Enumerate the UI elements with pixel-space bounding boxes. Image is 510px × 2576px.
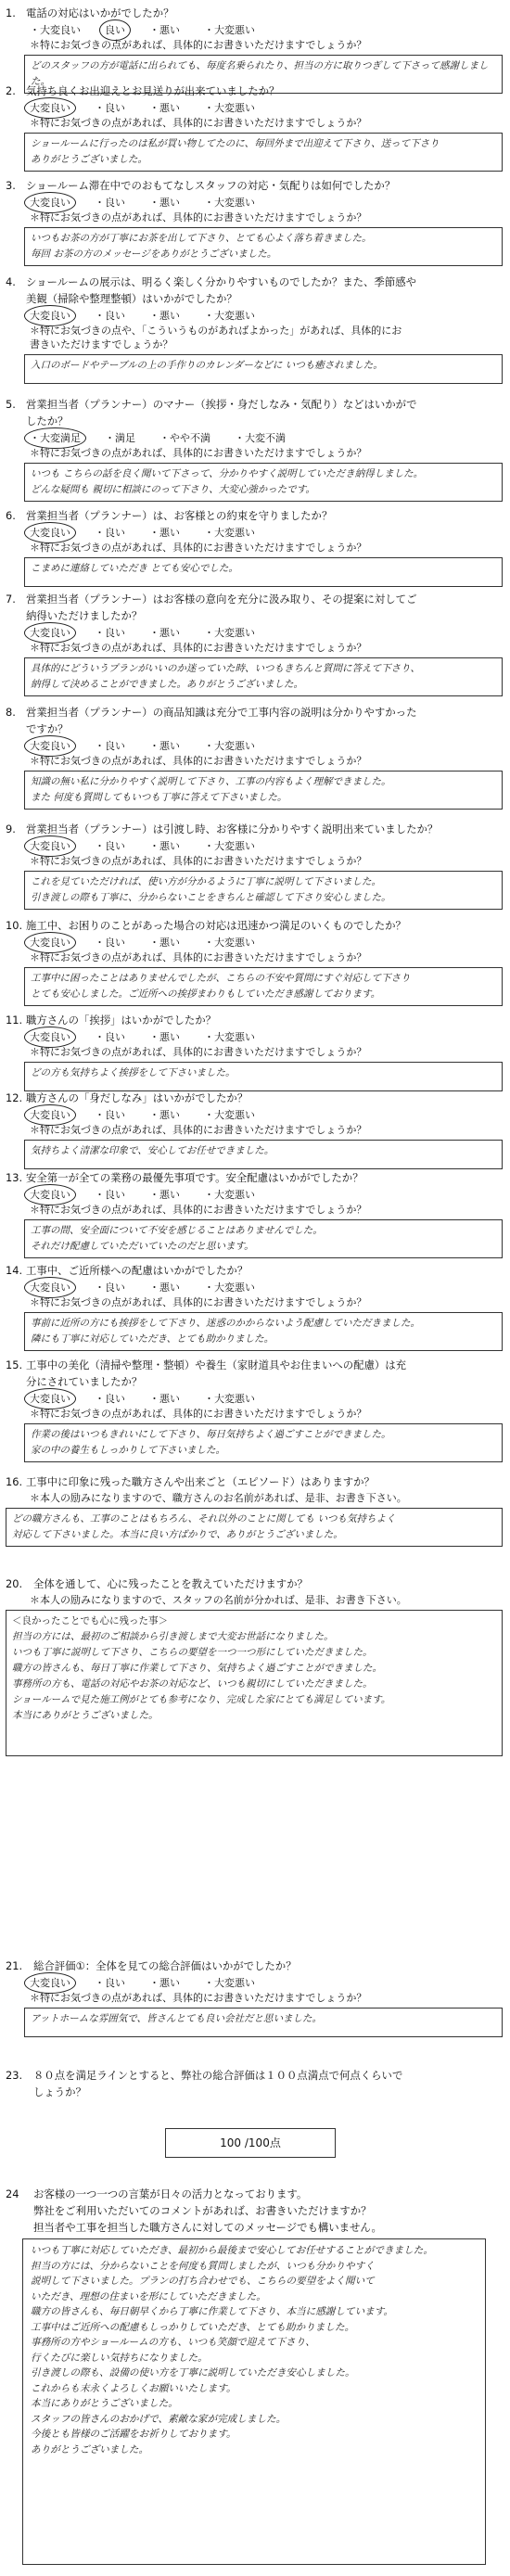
rating-options: [6, 1391, 503, 1407]
option-very-good-selected[interactable]: 大変良い: [30, 1031, 70, 1043]
option-good[interactable]: ・良い: [95, 740, 125, 752]
rating-options: [6, 1029, 503, 1045]
option-very-bad[interactable]: ・大変悪い: [204, 1393, 255, 1405]
handwritten-answer: 工事中はご近所への配慮もしっかりしていただき、とても助かりました。: [31, 2321, 355, 2333]
question-3: 3. ショールーム滞在中でのおもてなしスタッフの対応・気配りは如何でしたか？ 大変良い ・良い ・悪い ・大変悪い ＊特にお気づきの点があれば、具体的にお書きいただけますでしょうか？ いつもお茶の方が丁寧にお茶を出して下さり、とても心よく落ち着きました。 毎回 お茶の方のメッセージをありがとうございました。: [6, 178, 503, 266]
handwritten-answer: 行くたびに楽しい気持ちになりました。: [31, 2352, 208, 2364]
handwritten-answer: とても安心しました。ご近所への挨拶まわりもしていただき感謝しております。: [31, 988, 381, 1000]
handwritten-answer: ショールームに行ったのは私が買い物してたのに、毎回外まで出迎えて下さり、送って下さり: [31, 138, 440, 149]
handwritten-answer: ありがとうございました。: [31, 2443, 149, 2455]
handwritten-answer: 気持ちよく清潔な印象で、安心してお任せできました。: [31, 1145, 274, 1156]
option-very-bad[interactable]: ・大変悪い: [204, 627, 255, 639]
question-text: 営業担当者（プランナー）はお客様の意向を充分に汲み取り、その提案に対してご: [26, 593, 417, 606]
handwritten-answer: いつも丁寧に説明して下さり、こちらの要望を一つ一つ形にしていただきました。: [12, 1647, 373, 1658]
rating-options: [6, 838, 503, 854]
question-text: ショールーム滞在中でのおもてなしスタッフの対応・気配りは如何でしたか？: [26, 179, 396, 192]
comment-box: [24, 771, 503, 810]
handwritten-answer: アットホームな雰囲気で、皆さんとても良い会社だと思いました。: [31, 2013, 323, 2024]
option-good[interactable]: ・良い: [95, 1031, 125, 1043]
question-text: 営業担当者（プランナー）は、お客様との約束を守りましたか？: [26, 509, 333, 522]
handwritten-answer: ショールームで見た施工例がとても参考になり、完成した家にとても満足しています。: [12, 1694, 391, 1705]
option-good[interactable]: ・良い: [95, 1189, 125, 1201]
question-20: 20. 全体を通して、心に残ったことを教えていただけますか？ ＊本人の励みになりますので、スタッフの名前が分かれば、是非、お書き下さい。 ＜良かったことでも心に残った事＞ 担当の方には、最初のご相談から引き渡しまで大変お世話になりました。 いつも丁寧に説明して下さり、こちらの要望を一つ一つ形にしていただきました。 職方の皆さんも、毎日丁寧に作業して下さり、気持ちよく過ごすことができました。 事務所の方も、電話の対応やお茶の対応など、いつも親切にしていただきました。 ショールームで見た施工例がとても参考になり、完成した家にとても満足しています。 本当にありがとうございました。: [6, 1576, 503, 1756]
handwritten-answer: いつも こちらの話を良く聞いて下さって、分かりやすく説明していただき納得しました。: [31, 468, 424, 479]
question-text: ８０点を満足ラインとすると、弊社の総合評価は１００点満点で何点くらいで: [33, 2069, 403, 2082]
question-text: 工事中の美化（清掃や整理・整頓）や養生（家財道具やお住まいへの配慮）は充: [26, 1358, 407, 1371]
option-very-good-selected[interactable]: 大変良い: [30, 740, 70, 752]
question-23: 23. ８０点を満足ラインとすると、弊社の総合評価は１００点満点で何点くらいで しょうか？: [6, 2069, 403, 2098]
comment-box: [24, 1140, 503, 1169]
option-bad[interactable]: ・悪い: [149, 740, 180, 752]
handwritten-answer: 対応して下さいました。本当に良い方ばかりで、ありがとうございました。: [12, 1529, 343, 1540]
option-good[interactable]: ・良い: [95, 197, 125, 209]
option-very-bad[interactable]: ・大変悪い: [204, 740, 255, 752]
question-text: 全体を通して、心に残ったことを教えていただけますか？: [33, 1577, 308, 1590]
question-8: 8. 営業担当者（プランナー）の商品知識は充分で工事内容の説明は分かりやすかった ですか？ 大変良い ・良い ・悪い ・大変悪い ＊特にお気づきの点があれば、具体的にお書きいただけますでしょうか？ 知識の無い私に分かりやすく説明して下さり、工事の内容もよく理解できました。 また 何度も質問してもいつも丁寧に答えて下さいました。: [6, 705, 503, 810]
handwritten-answer: スタッフの皆さんのおかげで、素敵な家が完成しました。: [31, 2413, 287, 2425]
question-14: 14. 工事中、ご近所様への配慮はいかがでしたか？ 大変良い ・良い ・悪い ・大変悪い ＊特にお気づきの点があれば、具体的にお書きいただけますでしょうか？ 事前に近所の方にも挨拶をして下さり、迷惑のかからないよう配慮していただきました。 隣にも丁寧に対応していただき、とても助かりました。: [6, 1263, 503, 1351]
question-text: 工事中に印象に残った職方さんや出来ごと（エピソード）はありますか？: [26, 1475, 375, 1488]
question-24: 24 お客様の一つ一つの言葉が日々の活力となっております。 弊社をご利用いただいてのコメントがあれば、お書きいただけますか？ 担当者や工事を担当した職方さんに対してのメッセージでも構いません。: [6, 2187, 382, 2234]
option-bad[interactable]: ・悪い: [149, 102, 180, 114]
option-very-bad[interactable]: ・大変悪い: [204, 197, 255, 209]
question-4: 4. ショールームの展示は、明るく楽しく分かりやすいものでしたか？また、季節感や 美観（掃除や整理整頓）はいかがでしたか？ 大変良い ・良い ・悪い ・大変悪い ＊特にお気づきの点や、「こういうものがあればよかった」があれば、具体的にお 書きいただけますでしょうか？ 入口のボードやテーブルの上の手作りのカレンダーなどに いつも癒されました。: [6, 274, 503, 384]
handwritten-answer: 事務所の方も、電話の対応やお茶の対応など、いつも親切にしていただきました。: [12, 1678, 373, 1690]
comment-box: [6, 1610, 503, 1756]
option-very-good-selected[interactable]: 大変良い: [30, 627, 70, 639]
comment-box: [24, 1312, 503, 1351]
handwritten-answer: 担当の方には、最初のご相談から引き渡しまで大変お世話になりました。: [12, 1631, 334, 1642]
option-bad[interactable]: ・悪い: [149, 1393, 180, 1405]
question-11: 11. 職方さんの「挨拶」はいかがでしたか？ 大変良い ・良い ・悪い ・大変悪い ＊特にお気づきの点があれば、具体的にお書きいただけますでしょうか？ どの方も気持ちよく挨拶をして下さいました。: [6, 1013, 503, 1091]
option-very-bad[interactable]: ・大変悪い: [204, 840, 255, 852]
handwritten-answer: ありがとうございました。: [31, 154, 147, 165]
option-bad[interactable]: ・悪い: [149, 310, 180, 322]
rating-options: [6, 935, 503, 950]
rating-options: [6, 1187, 503, 1203]
option-satisfied[interactable]: ・満足: [105, 432, 135, 444]
question-9: 9. 営業担当者（プランナー）は引渡し時、お客様に分かりやすく説明出来ていましたか？ 大変良い ・良い ・悪い ・大変悪い ＊特にお気づきの点があれば、具体的にお書きいただけますでしょうか？ これを見ていただければ、使い方が分かるように丁寧に説明して下さいました。 引き渡しの際も丁寧に、分からないことをきちんと確認して下さり安心しました。: [6, 822, 503, 910]
option-good[interactable]: ・良い: [95, 937, 125, 949]
comment-prompt: ＊特にお気づきの点があれば、具体的にお書きいただけますでしょうか？: [30, 951, 367, 963]
option-bad[interactable]: ・悪い: [149, 527, 180, 539]
comment-prompt: ＊特にお気づきの点があれば、具体的にお書きいただけますでしょうか？: [30, 1992, 367, 2004]
option-bad[interactable]: ・悪い: [149, 1977, 180, 1989]
question-text: 工事中、ご近所様への配慮はいかがでしたか？: [26, 1264, 249, 1277]
option-good[interactable]: ・良い: [95, 102, 125, 114]
question-10: 10. 施工中、お困りのことがあった場合の対応は迅速かつ満足のいくものでしたか？ 大変良い ・良い ・悪い ・大変悪い ＊特にお気づきの点があれば、具体的にお書きいただけますでしょうか？ 工事中に困ったことはありませんでしたが、こちらの不安や質問にすぐ対応して下さり とても安心しました。ご近所への挨拶まわりもしていただき感謝しております。: [6, 918, 503, 1006]
option-very-bad[interactable]: ・大変悪い: [204, 1977, 255, 1989]
handwritten-answer: どの方も気持ちよく挨拶をして下さいました。: [31, 1067, 236, 1078]
handwritten-answer: 家の中の養生もしっかりして下さいました。: [31, 1445, 225, 1456]
option-good[interactable]: ・良い: [95, 527, 125, 539]
handwritten-answer: 本当にありがとうございました。: [31, 2398, 178, 2409]
question-text: 営業担当者（プランナー）のマナー（挨拶・身だしなみ・気配り）などはいかがで: [26, 398, 417, 411]
comment-prompt: ＊特にお気づきの点があれば、具体的にお書きいただけますでしょうか？: [30, 1124, 367, 1136]
question-13: 13. 安全第一が全ての業務の最優先事項です。安全配慮はいかがでしたか？ 大変良い ・良い ・悪い ・大変悪い ＊特にお気づきの点があれば、具体的にお書きいただけますでしょうか？ 工事の間、安全面について不安を感じることはありませんでした。 それだけ配慮していただいていたのだと思います。: [6, 1170, 503, 1258]
option-very-good-selected[interactable]: 大変良い: [30, 1189, 70, 1201]
comment-prompt: ＊特にお気づきの点があれば、具体的にお書きいただけますでしょうか？: [30, 855, 367, 867]
handwritten-answer: いつもお茶の方が丁寧にお茶を出して下さり、とても心よく落ち着きました。: [31, 233, 372, 244]
comment-box: [6, 1508, 503, 1547]
handwritten-answer: 具体的にどういうプランがいいのか迷っていた時、いつもきちんと質問に答えて下さり、: [31, 663, 420, 674]
comment-prompt: ＊特にお気づきの点があれば、具体的にお書きいただけますでしょうか？: [30, 1204, 367, 1216]
comment-prompt: ＊特にお気づきの点があれば、具体的にお書きいただけますでしょうか？: [30, 1408, 367, 1420]
comment-box: [24, 2008, 503, 2037]
rating-options: [6, 1107, 503, 1123]
handwritten-answer: 説明して下さいました。プランの打ち合わせでも、こちらの要望をよく聞いて: [31, 2276, 375, 2287]
comment-box: [24, 227, 503, 266]
option-very-good-selected[interactable]: 大変良い: [30, 1282, 70, 1294]
rating-options: [6, 525, 503, 541]
option-bad[interactable]: ・悪い: [149, 627, 180, 639]
option-very-bad[interactable]: ・大変悪い: [204, 24, 255, 36]
question-6: 6. 営業担当者（プランナー）は、お客様との約束を守りましたか？ 大変良い ・良い ・悪い ・大変悪い ＊特にお気づきの点があれば、具体的にお書きいただけますでしょうか？ こまめに連絡していただき とても安心でした。: [6, 508, 503, 587]
handwritten-answer: 事前に近所の方にも挨拶をして下さり、迷惑のかからないよう配慮していただきました。: [31, 1318, 420, 1329]
handwritten-answer: これを見ていただければ、使い方が分かるように丁寧に説明して下さいました。: [31, 876, 381, 887]
option-very-good-selected[interactable]: 大変良い: [30, 102, 70, 114]
comment-box: [24, 967, 503, 1006]
rating-options: [6, 1975, 503, 1991]
rating-options: [6, 430, 503, 446]
option-very-dissatisfied[interactable]: ・大変不満: [235, 432, 286, 444]
rating-options: [6, 625, 503, 641]
question-2: 2. 気持ち良くお出迎えとお見送りが出来ていましたか？ 大変良い ・良い ・悪い ・大変悪い ＊特にお気づきの点があれば、具体的にお書きいただけますでしょうか？ ショールームに行ったのは私が買い物してたのに、毎回外まで出迎えて下さり、送って下さり ありがとうございました。: [6, 83, 503, 172]
comment-box: [24, 1219, 503, 1258]
handwritten-answer: いただき、理想の住まいを形にしていただきました。: [31, 2290, 266, 2302]
question-16: 16. 工事中に印象に残った職方さんや出来ごと（エピソード）はありますか？ ＊本人の励みになりますので、職方さんのお名前があれば、是非、お書き下さい。 どの職方さんも、工事のことはもちろん、それ以外のことに関しても いつも気持ちよく 対応して下さいました。本当に良い方ばかりで、ありがとうございました。: [6, 1474, 503, 1547]
comment-box: [24, 657, 503, 696]
option-good[interactable]: ・良い: [95, 1977, 125, 1989]
option-good[interactable]: ・良い: [95, 1109, 125, 1121]
handwritten-answer: 今後とも皆様のご活躍をお祈りしております。: [31, 2429, 236, 2440]
question-text: 営業担当者（プランナー）の商品知識は充分で工事内容の説明は分かりやすかった: [26, 706, 417, 719]
option-very-bad[interactable]: ・大変悪い: [204, 527, 255, 539]
comment-box: [24, 133, 503, 172]
question-5: 5. 営業担当者（プランナー）のマナー（挨拶・身だしなみ・気配り）などはいかがで したか？ ・大変満足 ・満足 ・やや不満 ・大変不満 ＊特にお気づきの点があれば、具体的にお書きいただけますでしょうか？ いつも こちらの話を良く聞いて下さって、分かりやすく説明していただき納得しました。 どんな疑問も 親切に相談にのって下さり、大変心強かったです。: [6, 397, 503, 502]
question-text: お客様の一つ一つの言葉が日々の活力となっております。: [33, 2187, 308, 2200]
handwritten-answer: 担当の方には、分からないことを何度も質問しましたが、いつも分かりやすく: [31, 2260, 375, 2272]
option-bad[interactable]: ・悪い: [149, 1109, 180, 1121]
rating-options: [6, 195, 503, 210]
option-good[interactable]: ・良い: [95, 310, 125, 322]
question-text: 営業担当者（プランナー）は引渡し時、お客様に分かりやすく説明出来ていましたか？: [26, 823, 439, 835]
question-1: 1. 電話の対応はいかがでしたか？ ・大変良い 良い ・悪い ・大変悪い ＊特にお気づきの点があれば、具体的にお書きいただけますでしょうか？ どのスタッフの方が電話に出られても、毎度名乗られたり、担当の方に取りつぎして下さって感謝しました。: [6, 6, 503, 94]
comment-prompt: ＊特にお気づきの点があれば、具体的にお書きいただけますでしょうか？: [30, 447, 367, 459]
question-21: 21. 総合評価①：全体を見ての総合評価はいかがでしたか？ 大変良い ・良い ・悪い ・大変悪い ＊特にお気づきの点があれば、具体的にお書きいただけますでしょうか？ アットホームな雰囲気で、皆さんとても良い会社だと思いました。: [6, 1958, 503, 2037]
handwritten-answer: 工事中に困ったことはありませんでしたが、こちらの不安や質問にすぐ対応して下さり: [31, 973, 411, 984]
comment-box: [24, 463, 503, 502]
handwritten-answer: 納得して決めることができました。ありがとうございました。: [31, 679, 303, 690]
question-text: 職方さんの「身だしなみ」はいかがでしたか？: [26, 1091, 249, 1104]
option-very-satisfied-selected[interactable]: ・大変満足: [30, 432, 81, 444]
option-good-selected[interactable]: 良い: [105, 24, 125, 36]
question-text: 気持ち良くお出迎えとお見送りが出来ていましたか？: [26, 84, 280, 97]
handwritten-answer: どんな疑問も 親切に相談にのって下さり、大変心強かったです。: [31, 484, 315, 495]
handwritten-answer: 引き渡しの際も丁寧に、分からないことをきちんと確認して下さり安心しました。: [31, 892, 391, 903]
comment-prompt: ＊特にお気づきの点があれば、具体的にお書きいただけますでしょうか？: [30, 642, 367, 654]
option-very-bad[interactable]: ・大変悪い: [204, 1282, 255, 1294]
question-text: 総合評価①：全体を見ての総合評価はいかがでしたか？: [33, 1959, 297, 1972]
comment-box: [24, 354, 503, 384]
option-bad[interactable]: ・悪い: [149, 197, 180, 209]
option-very-good-selected[interactable]: 大変良い: [30, 1977, 70, 1989]
question-text: 職方さんの「挨拶」はいかがでしたか？: [26, 1014, 217, 1027]
option-very-good-selected[interactable]: 大変良い: [30, 1393, 70, 1405]
handwritten-answer: 作業の後はいつもきれいにして下さり、毎日気持ちよく過ごすことができました。: [31, 1429, 391, 1440]
option-very-bad[interactable]: ・大変悪い: [204, 1109, 255, 1121]
option-very-good-selected[interactable]: 大変良い: [30, 310, 70, 322]
comment-prompt: ＊本人の励みになりますので、職方さんのお名前があれば、是非、お書き下さい。: [30, 1492, 407, 1504]
comment-prompt: ＊特にお気づきの点があれば、具体的にお書きいただけますでしょうか？: [30, 211, 367, 223]
option-bad[interactable]: ・悪い: [149, 24, 180, 36]
option-good[interactable]: ・良い: [95, 1393, 125, 1405]
comment-prompt: ＊特にお気づきの点があれば、具体的にお書きいただけますでしょうか？: [30, 117, 367, 129]
option-very-good-selected[interactable]: 大変良い: [30, 1109, 70, 1121]
handwritten-answer: 本当にありがとうございました。: [12, 1710, 159, 1721]
score-value: 100 /100点: [220, 2136, 281, 2149]
handwritten-answer: どの職方さんも、工事のことはもちろん、それ以外のことに関しても いつも気持ちよく: [12, 1513, 396, 1524]
handwritten-answer: 隣にも丁寧に対応していただき、とても助かりました。: [31, 1333, 274, 1345]
option-very-good-selected[interactable]: 大変良い: [30, 840, 70, 852]
handwritten-answer: 知識の無い私に分かりやすく説明して下さり、工事の内容もよく理解できました。: [31, 776, 391, 787]
option-bad[interactable]: ・悪い: [149, 1189, 180, 1201]
comment-prompt: ＊特にお気づきの点や、「こういうものがあればよかった」があれば、具体的にお: [30, 325, 402, 337]
handwritten-answer: これからも末永くよろしくお願いいたします。: [31, 2382, 236, 2394]
handwritten-answer: 事務所の方やショールームの方も、いつも笑顔で迎えて下さり、: [31, 2337, 315, 2348]
comment-box: [24, 871, 503, 910]
rating-options: [6, 738, 503, 754]
option-very-good-selected[interactable]: 大変良い: [30, 937, 70, 949]
comment-box: [24, 1062, 503, 1091]
comment-prompt: ＊特にお気づきの点があれば、具体的にお書きいただけますでしょうか？: [30, 1296, 367, 1308]
option-very-bad[interactable]: ・大変悪い: [204, 1031, 255, 1043]
option-very-bad[interactable]: ・大変悪い: [204, 937, 255, 949]
handwritten-answer: 入口のボードやテーブルの上の手作りのカレンダーなどに いつも癒されました。: [31, 360, 383, 371]
rating-options: [6, 308, 503, 324]
option-very-bad[interactable]: ・大変悪い: [204, 1189, 255, 1201]
option-bad[interactable]: ・悪い: [149, 937, 180, 949]
handwritten-answer: 工事の間、安全面について不安を感じることはありませんでした。: [31, 1225, 323, 1236]
comment-prompt: ＊特にお気づきの点があれば、具体的にお書きいただけますでしょうか？: [30, 542, 367, 554]
option-very-good-selected[interactable]: 大変良い: [30, 527, 70, 539]
handwritten-answer: どのスタッフの方が電話に出られても、毎度名乗られたり、担当の方に取りつぎして下さって感謝しました。: [31, 60, 489, 87]
handwritten-answer: こまめに連絡していただき とても安心でした。: [31, 563, 238, 574]
comment-box: [24, 557, 503, 587]
question-12: 12. 職方さんの「身だしなみ」はいかがでしたか？ 大変良い ・良い ・悪い ・大変悪い ＊特にお気づきの点があれば、具体的にお書きいただけますでしょうか？ 気持ちよく清潔な印象で、安心してお任せできました。: [6, 1090, 503, 1169]
question-7: 7. 営業担当者（プランナー）はお客様の意向を充分に汲み取り、その提案に対してご 納得いただけましたか？ 大変良い ・良い ・悪い ・大変悪い ＊特にお気づきの点があれば、具体的にお書きいただけますでしょうか？ 具体的にどういうプランがいいのか迷っていた時、いつもきちんと質問に答えて下さり、 納得して決めることができました。ありがとうございました。: [6, 592, 503, 696]
score-box[interactable]: [165, 2128, 336, 2158]
comment-prompt: ＊特にお気づきの点があれば、具体的にお書きいただけますでしょうか？: [30, 755, 367, 767]
handwritten-answer: また 何度も質問してもいつも丁寧に答えて下さいました。: [31, 792, 287, 803]
rating-options: [6, 1280, 503, 1295]
comment-box-label: ＜良かったことでも心に残った事＞: [12, 1615, 168, 1626]
handwritten-answer: 毎回 お茶の方のメッセージをありがとうございました。: [31, 249, 277, 260]
handwritten-answer: 職方の皆さんも、毎日朝早くから丁寧に作業して下さり、本当に感謝しています。: [31, 2306, 394, 2317]
comment-box: [24, 1423, 503, 1462]
question-15: 15. 工事中の美化（清掃や整理・整頓）や養生（家財道具やお住まいへの配慮）は充 分にされていましたか？ 大変良い ・良い ・悪い ・大変悪い ＊特にお気づきの点があれば、具体的にお書きいただけますでしょうか？ 作業の後はいつもきれいにして下さり、毎日気持ちよく過ごすことができました。 家の中の養生もしっかりして下さいました。: [6, 1358, 503, 1462]
rating-options: [6, 100, 503, 116]
question-text: 施工中、お困りのことがあった場合の対応は迅速かつ満足のいくものでしたか？: [26, 919, 406, 932]
handwritten-answer: 職方の皆さんも、毎日丁寧に作業して下さり、気持ちよく過ごすことができました。: [12, 1663, 382, 1674]
option-very-bad[interactable]: ・大変悪い: [204, 310, 255, 322]
question-text: ショールームの展示は、明るく楽しく分かりやすいものでしたか？また、季節感や: [26, 275, 416, 288]
handwritten-answer: それだけ配慮していただいていたのだと思います。: [31, 1241, 254, 1252]
option-somewhat-dissatisfied[interactable]: ・やや不満: [159, 432, 210, 444]
comment-box-large: [22, 2238, 486, 2565]
question-text: 電話の対応はいかがでしたか？: [26, 6, 174, 19]
option-bad[interactable]: ・悪い: [149, 1282, 180, 1294]
option-very-bad[interactable]: ・大変悪い: [204, 102, 255, 114]
question-text: 安全第一が全ての業務の最優先事項です。安全配慮はいかがでしたか？: [26, 1171, 363, 1184]
comment-prompt: ＊本人の励みになりますので、スタッフの名前が分かれば、是非、お書き下さい。: [30, 1594, 407, 1606]
option-bad[interactable]: ・悪い: [149, 1031, 180, 1043]
option-good[interactable]: ・良い: [95, 1282, 125, 1294]
handwritten-answer: 引き渡しの際も、設備の使い方を丁寧に説明していただき安心しました。: [31, 2367, 355, 2378]
option-very-good[interactable]: ・大変良い: [30, 24, 81, 36]
handwritten-answer: いつも丁寧に対応していただき、最初から最後まで安心してお任せすることができました。: [31, 2245, 433, 2256]
option-bad[interactable]: ・悪い: [149, 840, 180, 852]
comment-prompt: ＊特にお気づきの点があれば、具体的にお書きいただけますでしょうか？: [30, 39, 367, 51]
rating-options: [6, 22, 503, 38]
option-very-good-selected[interactable]: 大変良い: [30, 197, 70, 209]
option-good[interactable]: ・良い: [95, 840, 125, 852]
option-good[interactable]: ・良い: [95, 627, 125, 639]
comment-prompt: ＊特にお気づきの点があれば、具体的にお書きいただけますでしょうか？: [30, 1046, 367, 1058]
